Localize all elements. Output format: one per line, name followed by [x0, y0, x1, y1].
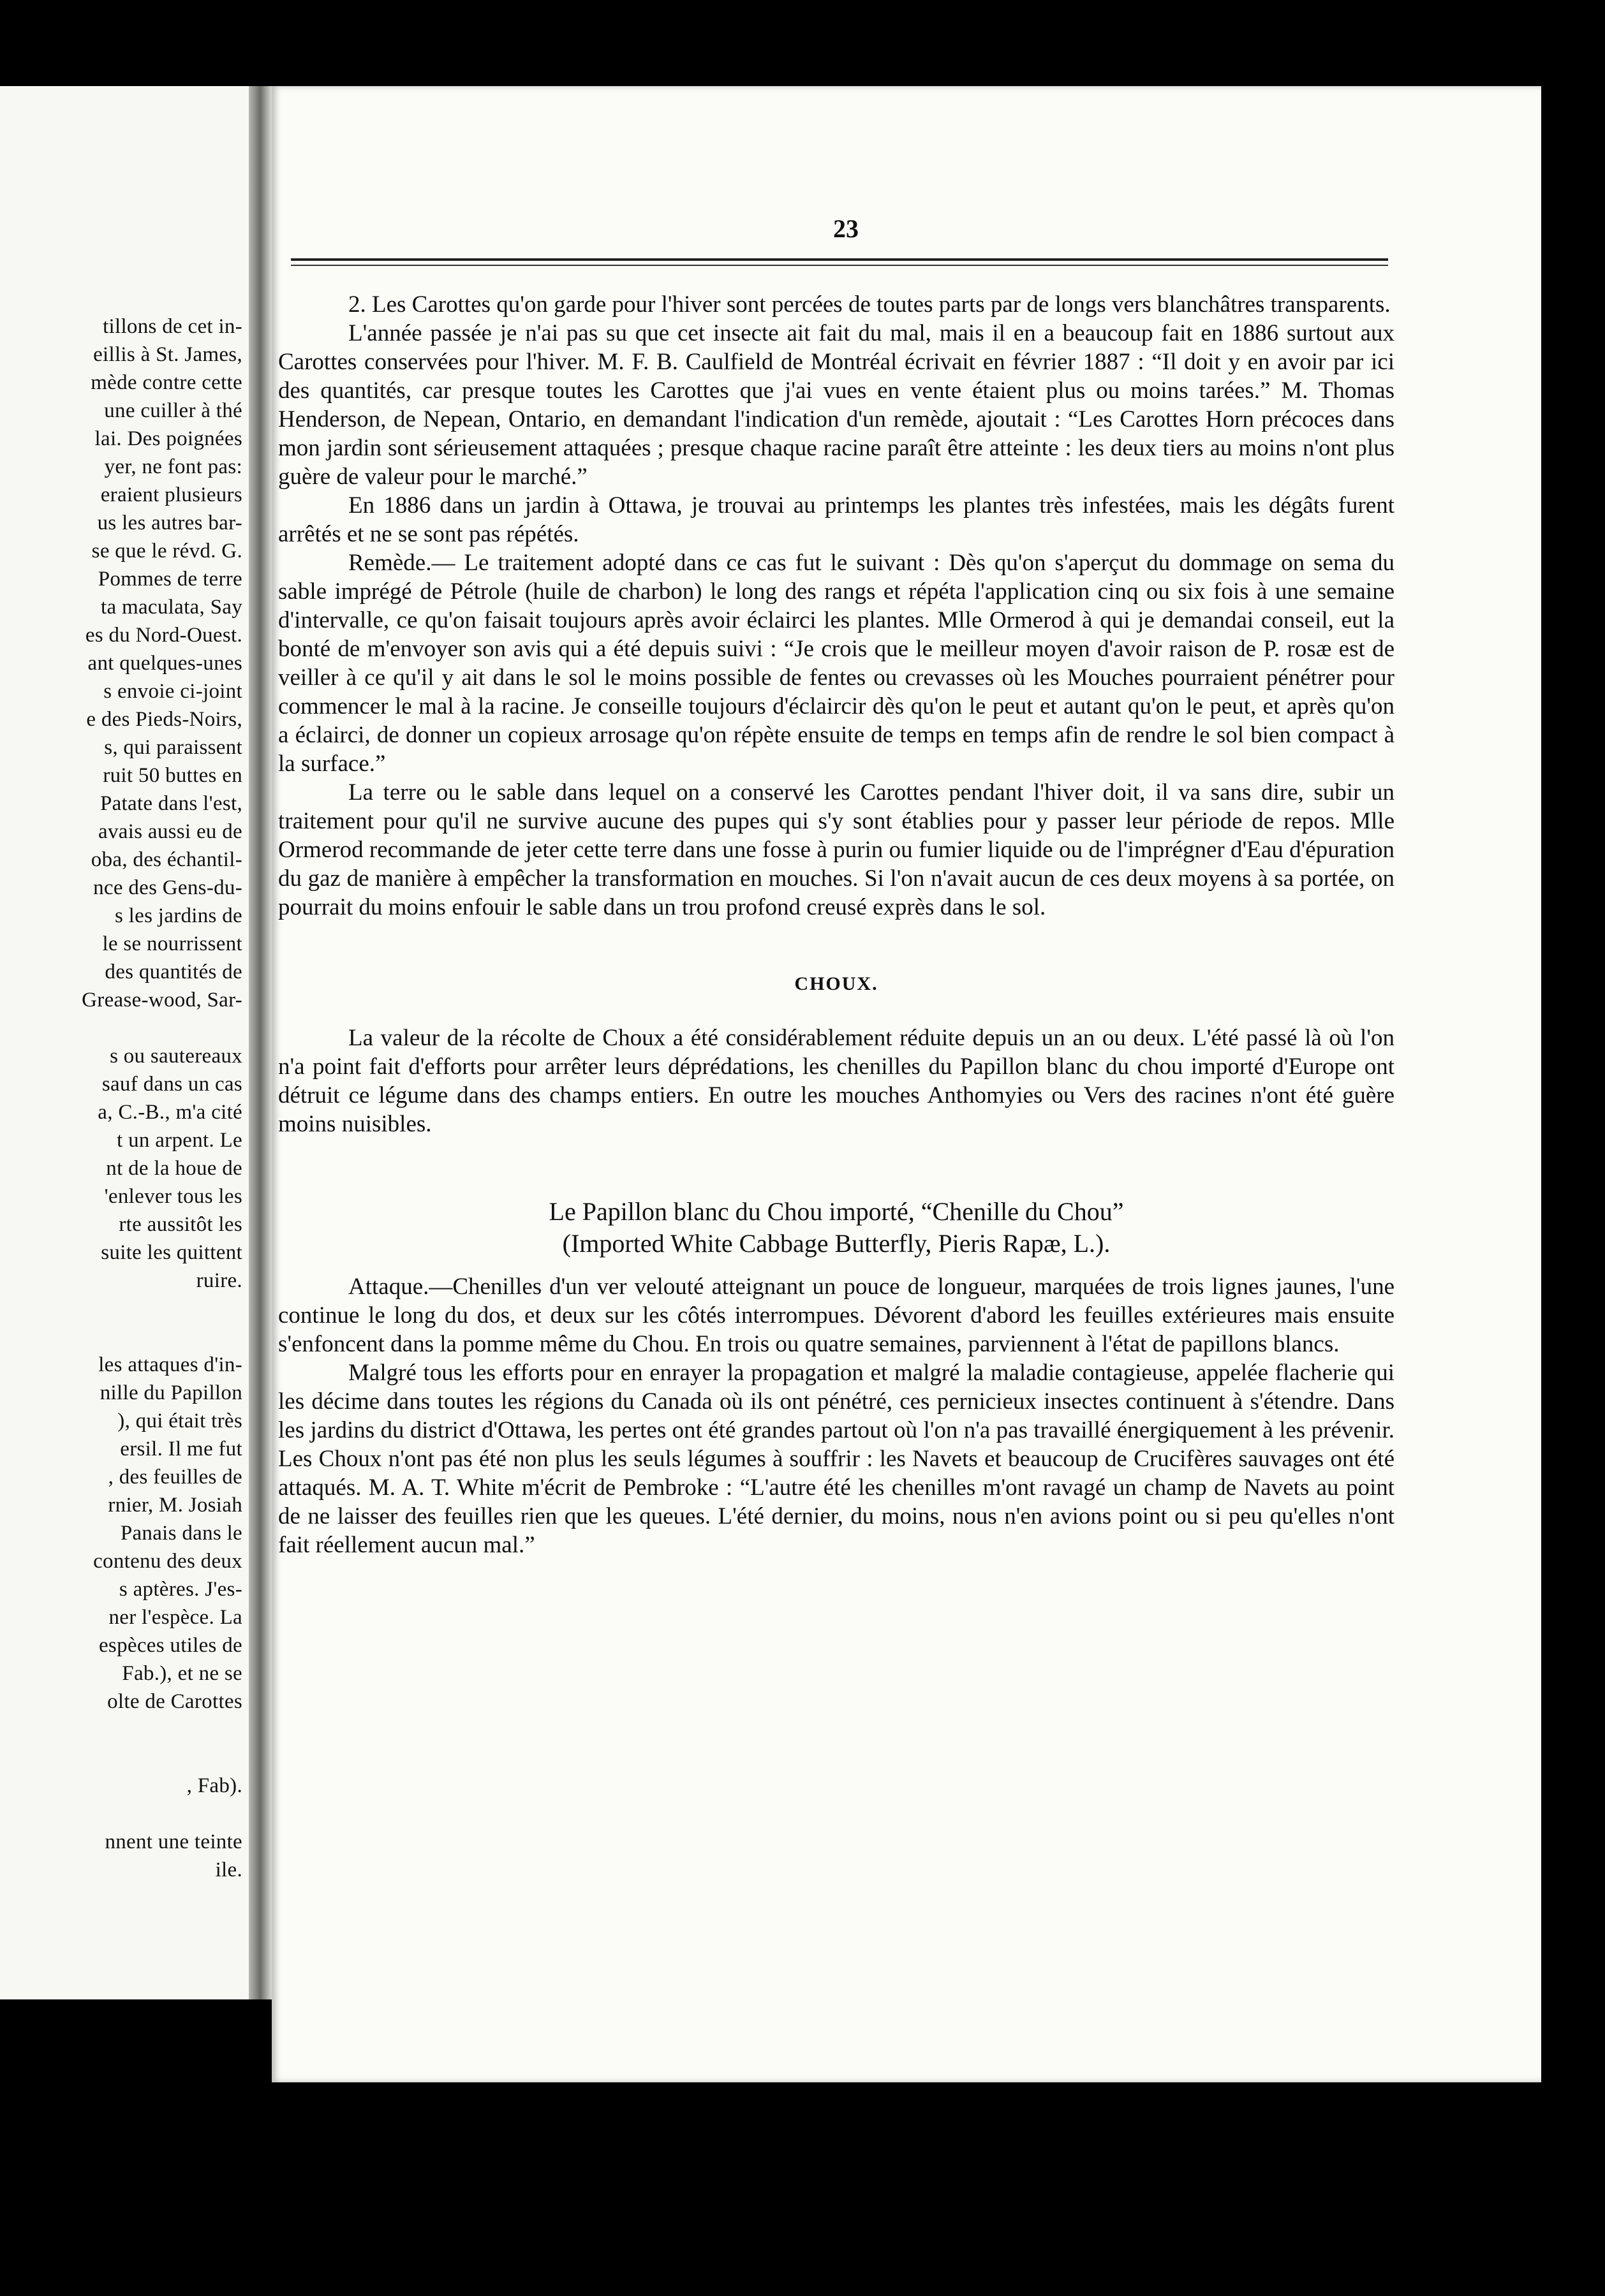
papillon-paragraph-attaque: Attaque.—Chenilles d'un ver velouté atteignant un pouce de longueur, marquées de trois lignes jaunes, l'une continue le long du dos, et deux sur les côtés interrompues. Dévorent d'abord les feuilles extérieures mais ensuite s'enfoncent dans la pomme même du Chou. En trois ou quatre semaines, parviennent à l'état de papillons blancs.	[278, 1274, 1394, 1357]
left-page-line: t un arpent. Le	[117, 1129, 242, 1152]
right-page	[272, 86, 1541, 2082]
carottes-paragraph-3: En 1886 dans un jardin à Ottawa, je trouvai au printemps les plantes très infestées, mais les dégâts furent arrêtés et ne se sont pas répétés.	[278, 492, 1394, 547]
left-page-line: es du Nord-Ouest.	[85, 624, 242, 647]
left-page-line: eillis à St. James,	[93, 343, 242, 366]
left-page-line: , des feuilles de	[108, 1466, 242, 1489]
left-page-line: suite les quittent	[101, 1241, 242, 1264]
left-page-line: nt de la houe de	[106, 1157, 242, 1180]
left-page-line	[0, 1014, 242, 1042]
left-page-line: olte de Carottes	[107, 1690, 242, 1713]
left-page-line: une cuiller à thé	[104, 399, 242, 422]
left-page-line: ruire.	[196, 1269, 242, 1292]
left-page-line: contenu des deux	[93, 1550, 242, 1573]
carottes-paragraph-1: 2. Les Carottes qu'on garde pour l'hiver sont percées de toutes parts par de longs vers blanchâtres transparents.	[348, 291, 1391, 318]
papillon-paragraph-2: Malgré tous les efforts pour en enrayer la propagation et malgré la maladie contagieuse, appelée flacherie qui les décime dans toutes les régions du Canada où ils ont pénétré, ces pernicieux insectes continuent à s'étendre. Dans les jardins du district d'Ottawa, les pertes ont été grandes partout où l'on n'a pas travaillé énergiquement à les prévenir. Les Choux n'ont pas été non plus les seuls légumes à souffrir : les Navets et beaucoup de Crucifères sauvages ont été attaqués. M. A. T. White m'écrit de Pembroke : “L'autre été les chenilles m'ont ravagé un champ de Navets au point de ne laisser des feuilles rien que les queues. L'été dernier, du moins, nous n'en avions point ou si peu qu'elles n'ont fait réellement aucun mal.”	[278, 1360, 1394, 1558]
left-page-line: se que le révd. G.	[91, 540, 242, 563]
left-page-line: ner l'espèce. La	[108, 1606, 242, 1629]
left-page-line: rte aussitôt les	[119, 1213, 242, 1236]
left-page-line: tillons de cet in-	[103, 315, 242, 338]
papillon-heading-line-2: (Imported White Cabbage Butterfly, Pieris Rapæ, L.).	[562, 1229, 1111, 1258]
left-page-line: s les jardins de	[114, 904, 242, 927]
left-page-line: nce des Gens-du-	[93, 876, 242, 899]
left-page-line: Pommes de terre	[98, 568, 242, 591]
left-page-line: yer, ne font pas:	[104, 455, 242, 478]
left-page-line: le se nourrissent	[102, 932, 242, 955]
left-page-line	[0, 1716, 242, 1744]
left-page-line	[0, 1800, 242, 1828]
left-page-line	[0, 1295, 242, 1323]
left-page-line: a, C.-B., m'a cité	[98, 1101, 242, 1124]
carottes-paragraph-remede: Remède.— Le traitement adopté dans ce cas fut le suivant : Dès qu'on s'aperçut du dommage on sema du sable imprégé de Pétrole (huile de charbon) le long des rangs et répéta l'application cinq ou six fois à une semaine d'intervalle, ce qu'on faisait toujours après avoir éclairci les plantes. Mlle Ormerod à qui je demandai conseil, eut la bonté de m'envoyer son avis qui a été depuis suivi : “Je crois que le meilleur moyen d'avoir raison de P. rosæ est de veiller à ce qu'il y ait dans le sol le moins possible de fentes ou crevasses où les Mouches pourraient pénétrer pour commencer le mal à la racine. Je conseille toujours d'éclaircir dès qu'on le peut et autant qu'on le peut, et après qu'on a éclairci, de donner un copieux arrosage qu'on répète ensuite de temps en temps afin de rendre le sol bien compact à la surface.”	[278, 550, 1394, 777]
left-page-line: s envoie ci-joint	[103, 680, 242, 703]
left-page-line: ile.	[215, 1858, 242, 1881]
left-page-line: Panais dans le	[120, 1522, 242, 1545]
left-page-line: sauf dans un cas	[101, 1073, 242, 1096]
left-page-line: us les autres bar-	[97, 511, 242, 534]
left-page-line: Patate dans l'est,	[100, 792, 242, 815]
left-page-line: , Fab).	[186, 1774, 242, 1797]
left-page-line: eraient plusieurs	[100, 483, 242, 506]
left-page-line: ant quelques-unes	[87, 652, 242, 675]
left-page-line: s aptères. J'es-	[119, 1578, 242, 1601]
left-page-line: Grease-wood, Sar-	[82, 989, 242, 1012]
papillon-heading	[278, 1196, 1394, 1260]
left-page-line	[0, 1744, 242, 1772]
left-page-fragment	[0, 86, 252, 1999]
left-page-line: ta maculata, Say	[101, 596, 242, 619]
book-gutter	[249, 86, 272, 1999]
carottes-paragraph-2: L'année passée je n'ai pas su que cet insecte ait fait du mal, mais il en a beaucoup fait en 1886 surtout aux Carottes conservées pour l'hiver. M. F. B. Caulfield de Montréal écrivait en février 1887 : “Il doit y en avoir par ici des quantités, car presque toutes les Carottes que j'ai vues en vente étaient plus ou moins tarées.” M. Thomas Henderson, de Nepean, Ontario, en demandant l'indication d'un remède, ajoutait : “Les Carottes Horn précoces dans mon jardin sont sérieusement attaquées ; presque chaque racine paraît être atteinte : les deux tiers au moins n'ont plus guère de valeur pour le marché.”	[278, 320, 1394, 490]
left-page-line: Fab.), et ne se	[122, 1662, 242, 1685]
left-page-line: des quantités de	[105, 960, 242, 983]
left-page-text-column	[0, 313, 242, 1884]
left-page-line: s, qui paraissent	[104, 736, 242, 759]
carottes-paragraph-5: La terre ou le sable dans lequel on a conservé les Carottes pendant l'hiver doit, il va sans dire, subir un traitement pour qu'il ne survive aucune des pupes qui s'y sont établies pour y passer leur période de repos. Mlle Ormerod recommande de jeter cette terre dans une fosse à purin ou fumier liquide ou de l'imprégner d'Eau d'épuration du gaz de manière à empêcher la transformation en mouches. Si l'on n'avait aucun de ces deux moyens à sa portée, on pourrait du moins enfouir le sable dans un trou profond creusé exprès dans le sol.	[278, 779, 1394, 920]
header-rule	[291, 258, 1388, 261]
left-page-line: e des Pieds-Noirs,	[86, 708, 242, 731]
left-page-line: s ou sautereaux	[110, 1045, 242, 1068]
papillon-heading-line-1: Le Papillon blanc du Chou importé, “Chenille du Chou”	[549, 1197, 1124, 1226]
left-page-line: lai. Des poignées	[94, 427, 242, 450]
left-page-line: nille du Papillon	[100, 1381, 242, 1404]
page-body	[272, 290, 1394, 1559]
left-page-line: mède contre cette	[91, 371, 242, 394]
left-page-line: ersil. Il me fut	[120, 1438, 242, 1461]
page-number: 23	[833, 214, 859, 243]
left-page-line	[0, 1323, 242, 1351]
left-page-line: espèces utiles de	[98, 1634, 242, 1657]
left-page-line: ), qui était très	[117, 1409, 242, 1432]
left-page-line: nnent une teinte	[105, 1830, 242, 1853]
left-page-line: oba, des échantil-	[91, 848, 242, 871]
left-page-line: ruit 50 buttes en	[103, 764, 242, 787]
left-page-line: rnier, M. Josiah	[108, 1494, 242, 1517]
section-title-choux: CHOUX.	[794, 973, 878, 994]
left-page-line: 'enlever tous les	[104, 1185, 242, 1208]
choux-paragraph: La valeur de la récolte de Choux a été considérablement réduite depuis un an ou deux. L'été passé là où l'on n'a point fait d'efforts pour arrêter leurs déprédations, les chenilles du Papillon blanc du chou importé d'Europe ont détruit ce légume dans des champs entiers. En outre les mouches Anthomyies ou Vers des racines n'ont été guère moins nuisibles.	[278, 1025, 1394, 1137]
left-page-line: avais aussi eu de	[98, 820, 242, 843]
left-page-line: les attaques d'in-	[98, 1353, 242, 1376]
